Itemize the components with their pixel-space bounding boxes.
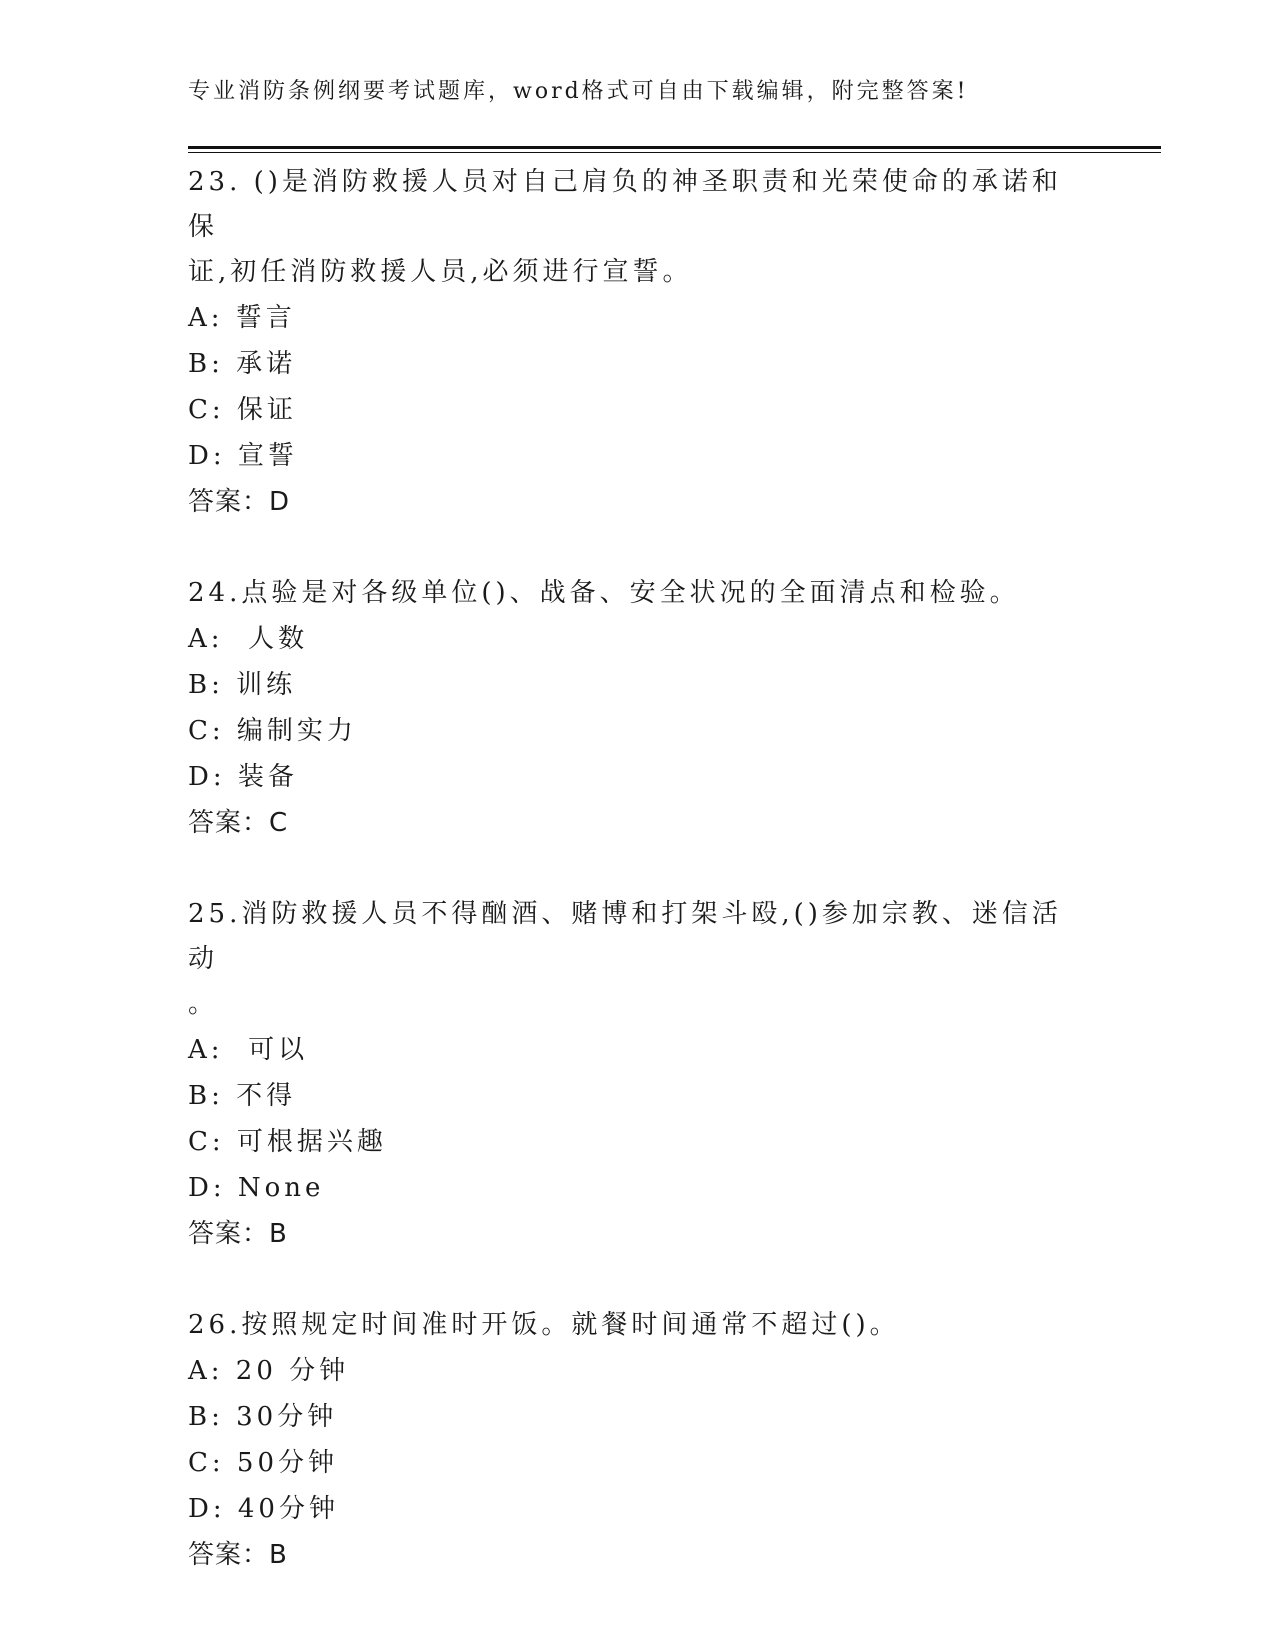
question-stem-line: 25.消防救援人员不得酗酒、赌博和打架斗殴,()参加宗教、迷信活动: [188, 899, 1062, 974]
answer-line: 答案：C: [188, 808, 289, 838]
header-rule-thin: [188, 152, 1161, 153]
header-rule-thick: [188, 146, 1161, 149]
document-header: 专业消防条例纲要考试题库，word格式可自由下载编辑，附完整答案!: [188, 79, 969, 104]
option-a: A: 20 分钟: [188, 1356, 350, 1386]
question-stem-line: 证,初任消防救援人员,必须进行宣誓。: [188, 257, 693, 287]
question-stem-line: 23. ()是消防救援人员对自己肩负的神圣职责和光荣使命的承诺和保: [188, 167, 1062, 242]
option-c: C: 50分钟: [188, 1448, 339, 1478]
option-a: A: 可以: [188, 1035, 309, 1065]
answer-line: 答案：D: [188, 487, 291, 517]
option-c: C: 保证: [188, 395, 297, 425]
question-25: [188, 892, 1068, 1257]
option-b: B: 训练: [188, 670, 297, 700]
option-d: D: 40分钟: [188, 1494, 339, 1524]
option-b: B: 30分钟: [188, 1402, 338, 1432]
answer-line: 答案：B: [188, 1540, 288, 1570]
question-stem-line: 。: [188, 989, 219, 1019]
option-c: C: 编制实力: [188, 716, 357, 746]
question-26: [188, 1303, 1068, 1578]
option-d: D: 宣誓: [188, 441, 298, 471]
question-stem-line: 24.点验是对各级单位()、战备、安全状况的全面清点和检验。: [188, 578, 1020, 608]
option-b: B: 不得: [188, 1081, 297, 1111]
question-list: [188, 160, 1068, 1624]
option-a: A: 誓言: [188, 303, 296, 333]
option-a: A: 人数: [188, 624, 309, 654]
option-d: D: 装备: [188, 762, 298, 792]
option-d: D: None: [188, 1173, 325, 1203]
question-23: [188, 160, 1068, 525]
question-stem-line: 26.按照规定时间准时开饭。就餐时间通常不超过()。: [188, 1310, 900, 1340]
answer-line: 答案：B: [188, 1219, 288, 1249]
question-24: [188, 571, 1068, 846]
option-b: B: 承诺: [188, 349, 297, 379]
option-c: C: 可根据兴趣: [188, 1127, 387, 1157]
